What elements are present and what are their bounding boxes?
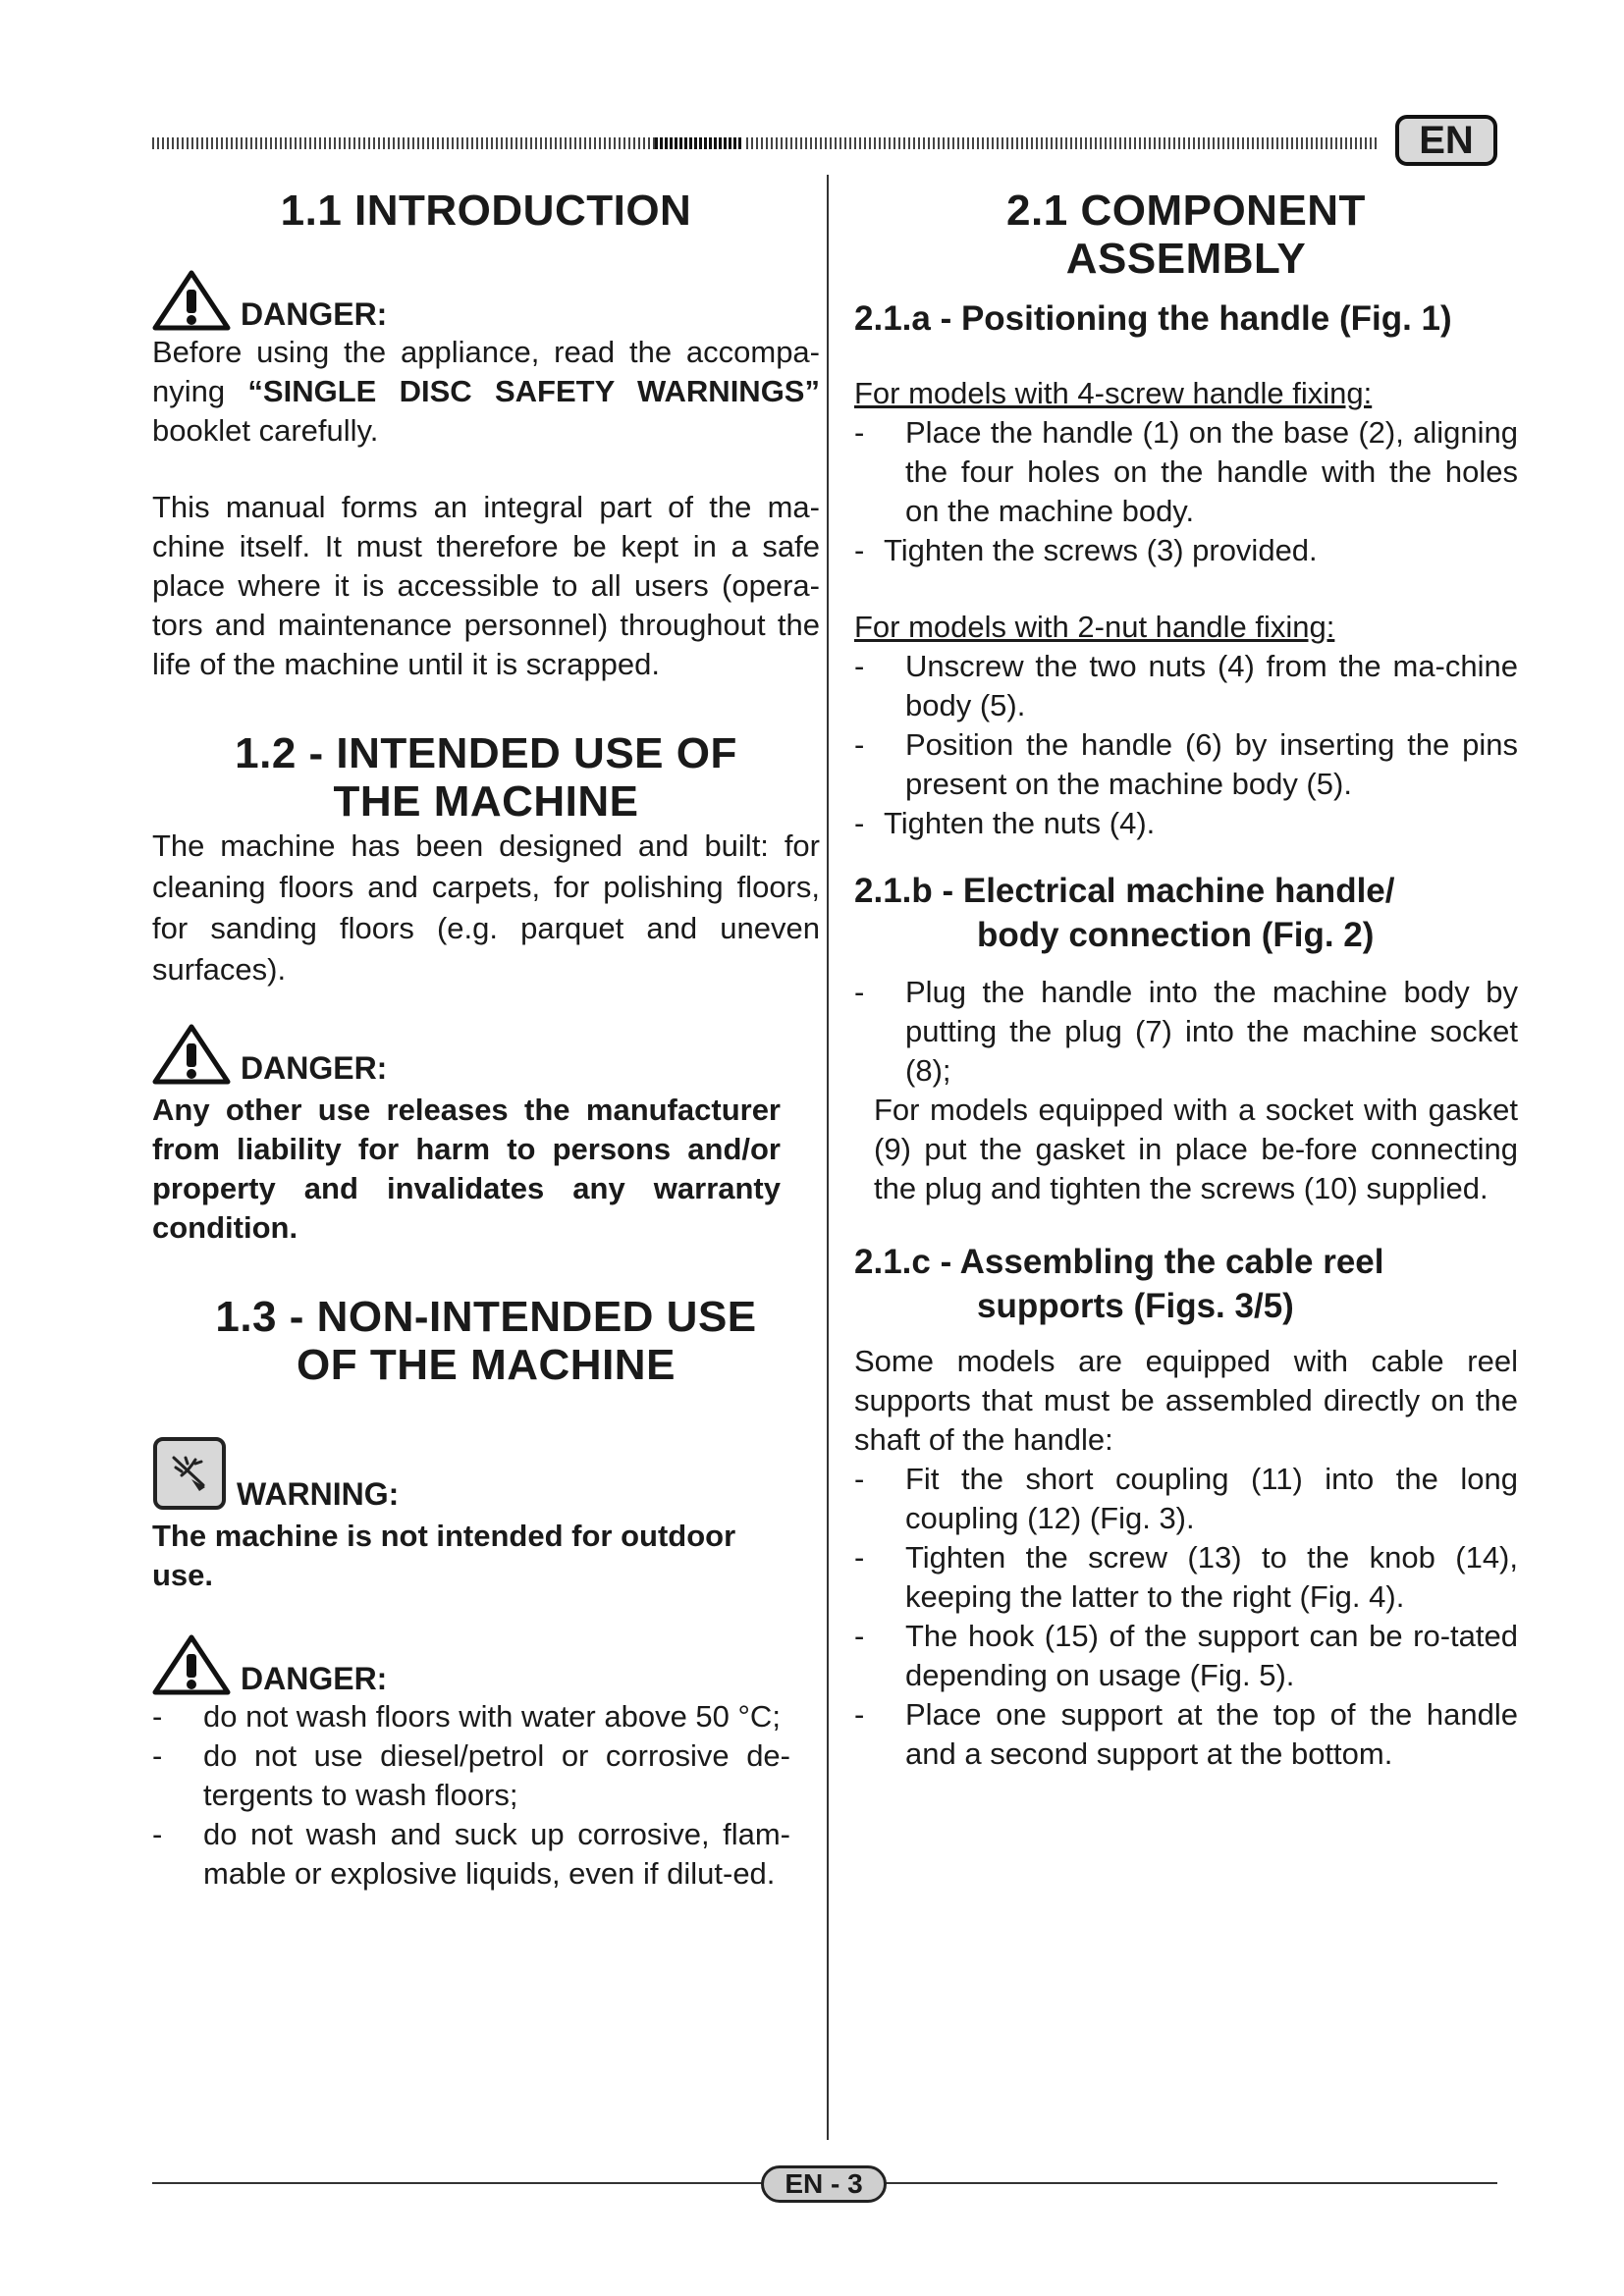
list-item: - Unscrew the two nuts (4) from the ma-chine body (5). [854,647,1518,725]
column-divider [827,175,829,2140]
danger-block-2 [152,1024,820,1085]
list-item: - do not use diesel/petrol or corrosive de-tergents to wash floors; [152,1736,790,1815]
danger-triangle-icon [152,1634,231,1695]
section-1-3-warning-text: The machine is not intended for outdoor use. [152,1519,736,1592]
section-1-1-paragraph: This manual forms an integral part of the ma-chine itself. It must therefore be kept in a safe place where it is accessible to all users (opera-tors and maintenance personnel) throughout the life of the machine until it is scrapped. [152,490,820,681]
list-item: - do not wash floors with water above 50 °C; [152,1697,790,1736]
section-2-1-a-list-2 [854,647,1518,843]
section-2-1-c-list [854,1460,1518,1774]
list-item: - Plug the handle into the machine body by putting the plug (7) into the machine socket (8); [854,973,1518,1091]
left-column [152,187,820,1894]
list-item: - Place one support at the top of the handle and a second support at the bottom. [854,1695,1518,1774]
list-item: - do not wash and suck up corrosive, flam-mable or explosive liquids, even if dilut-ed. [152,1815,790,1894]
section-2-1-b-list [854,973,1518,1091]
section-2-1-c-title: 2.1.c - Assembling the cable reel supports (Figs. 3/5) [854,1243,1384,1325]
section-1-3-danger-list [152,1697,820,1894]
list-item: - Tighten the screw (13) to the knob (14), keeping the latter to the right (Fig. 4). [854,1538,1518,1617]
section-2-1-b-paragraph: For models equipped with a socket with gasket (9) put the gasket in place be-fore connecting the plug and tighten the screws (10) supplied. [874,1093,1518,1205]
section-1-3-title: 1.3 - NON-INTENDED USE OF THE MACHINE [215,1293,757,1389]
section-2-1-a-list-1 [854,413,1518,570]
danger-block-3 [152,1634,820,1695]
page-number-badge: EN - 3 [761,2165,887,2203]
danger-triangle-icon [152,270,231,331]
danger-triangle-icon [152,1024,231,1085]
danger-label: DANGER: [241,1050,388,1086]
section-1-2-danger-text: Any other use releases the manufacturer from liability for harm to persons and/or property and invalidates any warranty condition. [152,1093,781,1245]
section-2-1-a-title: 2.1.a - Positioning the handle (Fig. 1) [854,299,1452,338]
warning-label: WARNING: [237,1476,400,1512]
outdoor-warning-icon [152,1436,227,1511]
section-2-1-b-title: 2.1.b - Electrical machine handle/ body connection (Fig. 2) [854,872,1395,954]
section-2-1-a-subheading-2: For models with 2-nut handle fixing: [854,610,1335,644]
list-item: - Tighten the screws (3) provided. [854,531,1518,570]
danger-label: DANGER: [241,1661,388,1696]
section-2-1-a-subheading-1: For models with 4-screw handle fixing: [854,376,1373,410]
list-item: - Position the handle (6) by inserting the pins present on the machine body (5). [854,725,1518,804]
section-2-1-c-paragraph: Some models are equipped with cable reel supports that must be assembled directly on the shaft of the handle: [854,1344,1518,1457]
list-item: - Tighten the nuts (4). [854,804,1518,843]
danger-label: DANGER: [241,296,388,332]
section-1-1-title: 1.1 INTRODUCTION [280,187,692,235]
section-2-1-title: 2.1 COMPONENT ASSEMBLY [1006,187,1366,283]
section-1-2-paragraph: The machine has been designed and built: for cleaning floors and carpets, for polishing floors, for sanding floors (e.g. parquet and uneven surfaces). [152,828,820,987]
danger-block-1 [152,270,820,331]
section-1-1-danger-text: Before using the appliance, read the accompa-nying “SINGLE DISC SAFETY WARNINGS” booklet carefully. [152,335,820,448]
language-badge: EN [1395,115,1497,166]
list-item: - The hook (15) of the support can be ro-tated depending on usage (Fig. 5). [854,1617,1518,1695]
list-item: - Place the handle (1) on the base (2), aligning the four holes on the handle with the holes on the machine body. [854,413,1518,531]
header-rule [152,137,1380,149]
list-item: - Fit the short coupling (11) into the long coupling (12) (Fig. 3). [854,1460,1518,1538]
right-column [854,187,1518,1774]
warning-block [152,1436,820,1511]
section-1-2-title: 1.2 - INTENDED USE OF THE MACHINE [235,729,737,826]
